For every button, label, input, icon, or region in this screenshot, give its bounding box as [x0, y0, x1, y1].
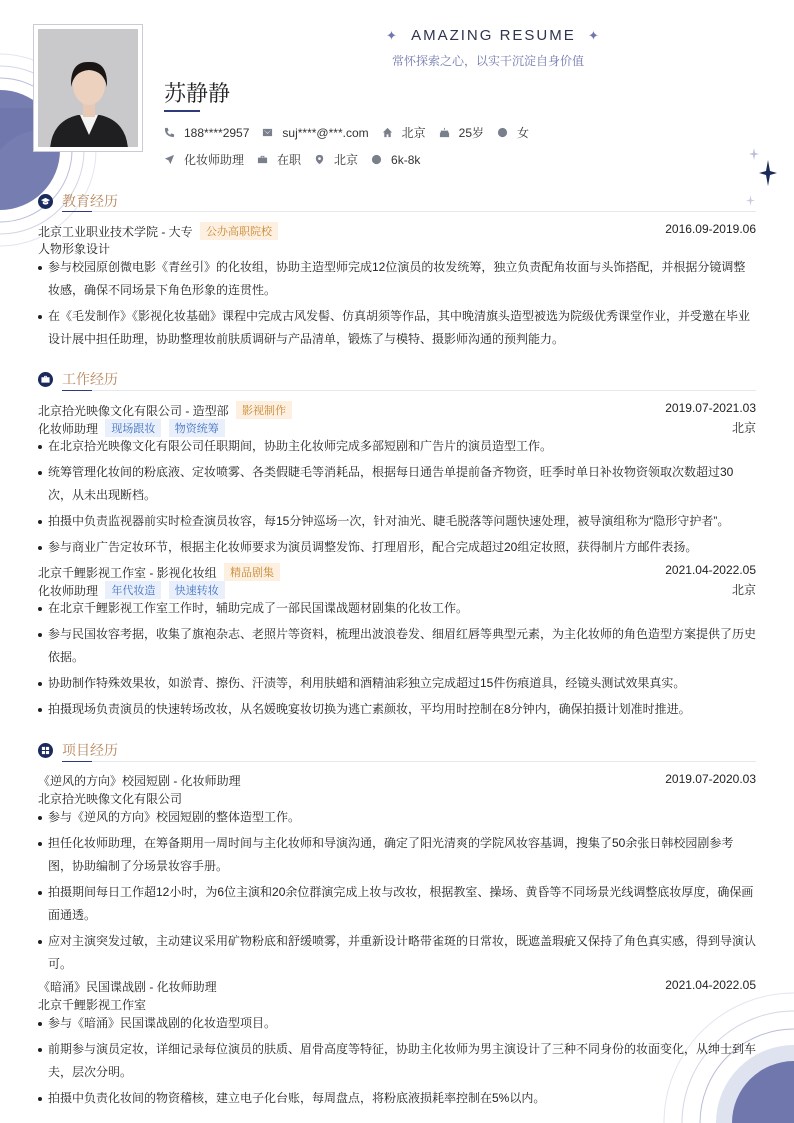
work-entry-header	[38, 563, 756, 581]
profile-photo	[33, 24, 143, 152]
section-divider	[62, 761, 756, 762]
phone-icon	[164, 127, 175, 138]
send-icon	[164, 154, 175, 165]
avatar	[38, 29, 138, 147]
money-icon	[371, 154, 382, 165]
project-org: 北京拾光映像文化有限公司	[38, 792, 183, 806]
list-item: 参与《暗涌》民国谍战剧的化妆造型项目。	[38, 1012, 756, 1035]
work-date: 2021.04-2022.05	[665, 563, 756, 577]
list-item: 前期参与演员定妆，详细记录每位演员的肤质、眉骨高度等特征，协助主化妆师为男主演设计了三种不同身份的妆面变化，从绅士到车夫，层次分明。	[38, 1038, 756, 1084]
list-item: 应对主演突发过敏，主动建议采用矿物粉底和舒缓喷雾，并重新设计略带雀斑的日常妆，既遮盖瑕疵又保持了角色真实感，得到导演认可。	[38, 930, 756, 976]
skill-tag: 现场跟妆	[105, 419, 161, 437]
company-tag: 影视制作	[236, 401, 292, 419]
education-date: 2016.09-2019.06	[665, 222, 756, 236]
project-bullets	[38, 1012, 756, 1113]
list-item: 统筹管理化妆间的粉底液、定妆喷雾、各类假睫毛等消耗品，根据每日通告单提前备齐物资，旺季时单日补妆物资领取次数超过30次，从未出现断档。	[38, 461, 756, 507]
role-name: 化妆师助理	[38, 422, 99, 436]
status-text: 在职	[277, 153, 302, 167]
work-city: 北京	[731, 583, 756, 597]
list-item: 参与民国妆容考据，收集了旗袍杂志、老照片等资料，梳理出波浪卷发、细眉红唇等典型元素，为主化妆师的角色造型方案提供了历史依据。	[38, 623, 756, 669]
list-item: 拍摄中负责监视器前实时检查演员妆容，每15分钟巡场一次，针对油光、睫毛脱落等问题快速处理，被导演组称为“隐形守护者”。	[38, 510, 756, 533]
age-item	[439, 124, 484, 141]
target-city-item	[314, 151, 358, 168]
section-divider	[62, 390, 756, 391]
age-text: 25岁	[458, 126, 484, 140]
briefcase-icon	[257, 154, 268, 165]
list-item: 参与《逆风的方向》校园短剧的整体造型工作。	[38, 806, 756, 829]
project-bullets	[38, 806, 756, 979]
list-item: 在北京拾光映像文化有限公司任职期间，协助主化妆师完成多部短剧和广告片的演员造型工作。	[38, 435, 756, 458]
title-star-icon: ✦	[587, 28, 601, 43]
grid-icon	[38, 743, 53, 758]
project-title: 《逆风的方向》校园短剧 - 化妆师助理	[38, 774, 241, 788]
list-item: 拍摄现场负责演员的快速转场改妆，从名媛晚宴妆切换为逃亡素颜妆，平均用时控制在8分钟内，确保拍摄计划准时推进。	[38, 698, 756, 721]
school-tag: 公办高职院校	[200, 222, 278, 240]
education-entry-header	[38, 222, 756, 240]
company-tag: 精品剧集	[224, 563, 280, 581]
section-title: 教育经历	[62, 193, 118, 209]
skill-tag: 快速转妆	[169, 581, 225, 599]
role-name: 化妆师助理	[38, 584, 99, 598]
work-entry-header	[38, 401, 756, 419]
list-item: 在《毛发制作》《影视化妆基础》课程中完成古风发髻、仿真胡须等作品，其中晚清旗头造型被选为院级优秀课堂作业，并受邀在毕业设计展中担任助理，协助整理妆前肤质调研与产品清单，锻炼了与模特、摄影师沟通的预判能力。	[38, 305, 756, 351]
status-item	[257, 151, 301, 168]
target-job-item	[164, 151, 244, 168]
salary-item	[371, 153, 420, 167]
cake-icon	[439, 127, 450, 138]
city-text: 北京	[401, 126, 426, 140]
project-date: 2019.07-2020.03	[665, 772, 756, 786]
skill-tag: 物资统筹	[169, 419, 225, 437]
sparkle-small-icon	[746, 195, 755, 209]
resume-subtitle: 常怀探索之心，以实干沉淀自身价值	[392, 54, 585, 68]
job-intent-row	[164, 151, 433, 168]
work-city: 北京	[731, 421, 756, 435]
name-underline	[164, 110, 200, 112]
company-name: 北京拾光映像文化有限公司 - 造型部	[38, 404, 229, 418]
phone-text: 188****2957	[184, 125, 250, 140]
company-name: 北京千鲤影视工作室 - 影视化妆组	[38, 566, 217, 580]
target-city-text: 北京	[334, 153, 359, 167]
sparkle-small-icon	[749, 148, 759, 163]
education-major: 人物形象设计	[38, 242, 111, 256]
list-item: 担任化妆师助理，在筹备期用一周时间与主化妆师和导演沟通，确定了阳光清爽的学院风妆容基调，搜集了50余张日韩校园剧参考图，协助编制了分场景妆容手册。	[38, 832, 756, 878]
project-date: 2021.04-2022.05	[665, 978, 756, 992]
list-item: 协助制作特殊效果妆，如淤青、擦伤、汗渍等，利用肤蜡和酒精油彩独立完成超过15件伤痕道具，经镜头测试效果真实。	[38, 672, 756, 695]
email-text: suj****@***.com	[282, 125, 369, 140]
title-star-icon: ✦	[386, 28, 399, 43]
graduation-cap-icon	[38, 194, 53, 209]
city-item	[382, 124, 426, 141]
work-bullets	[38, 597, 756, 724]
phone-item	[164, 126, 249, 140]
work-section-header	[38, 369, 118, 389]
skill-tag: 年代妆造	[105, 581, 161, 599]
list-item: 在北京千鲤影视工作室工作时，辅助完成了一部民国谍战题材剧集的化妆工作。	[38, 597, 756, 620]
gender-item	[497, 124, 529, 141]
work-date: 2019.07-2021.03	[665, 401, 756, 415]
projects-section-header	[38, 740, 118, 760]
section-divider	[62, 211, 756, 212]
location-pin-icon	[314, 154, 325, 165]
mail-icon	[262, 127, 273, 138]
project-entry-header	[38, 978, 756, 995]
user-face-icon	[497, 127, 508, 138]
target-job-text: 化妆师助理	[184, 153, 245, 167]
resume-title	[386, 27, 601, 44]
sparkle-large-icon	[759, 160, 777, 189]
briefcase-icon	[38, 372, 53, 387]
list-item: 拍摄中负责化妆间的物资稽核，建立电子化台账，每周盘点，将粉底液损耗率控制在5%以内。	[38, 1087, 756, 1110]
project-org: 北京千鲤影视工作室	[38, 998, 147, 1012]
person-name: 苏静静	[164, 81, 231, 106]
resume-title-text: AMAZING RESUME	[411, 27, 576, 44]
section-title: 项目经历	[62, 742, 118, 758]
education-section-header	[38, 191, 118, 211]
project-entry-header	[38, 772, 756, 789]
section-title: 工作经历	[62, 371, 118, 387]
school-name: 北京工业职业技术学院 - 大专	[38, 225, 193, 239]
list-item: 拍摄期间每日工作超12小时，为6位主演和20余位群演完成上妆与改妆，根据教室、操场、黄昏等不同场景光线调整底妆厚度，确保画面通透。	[38, 881, 756, 927]
work-bullets	[38, 435, 756, 562]
gender-text: 女	[517, 126, 530, 140]
home-icon	[382, 127, 393, 138]
contact-row	[164, 124, 542, 141]
project-title: 《暗涌》民国谍战剧 - 化妆师助理	[38, 980, 217, 994]
education-bullets	[38, 256, 756, 354]
salary-text: 6k-8k	[391, 152, 421, 167]
list-item: 参与商业广告定妆环节，根据主化妆师要求为演员调整发饰、打理眉形，配合完成超过20组定妆照，获得制片方邮件表扬。	[38, 536, 756, 559]
email-item	[262, 126, 368, 140]
list-item: 参与校园原创微电影《青丝引》的化妆组，协助主造型师完成12位演员的妆发统筹，独立负责配角妆面与头饰搭配，并根据分镜调整妆感，确保不同场景下角色形象的连贯性。	[38, 256, 756, 302]
